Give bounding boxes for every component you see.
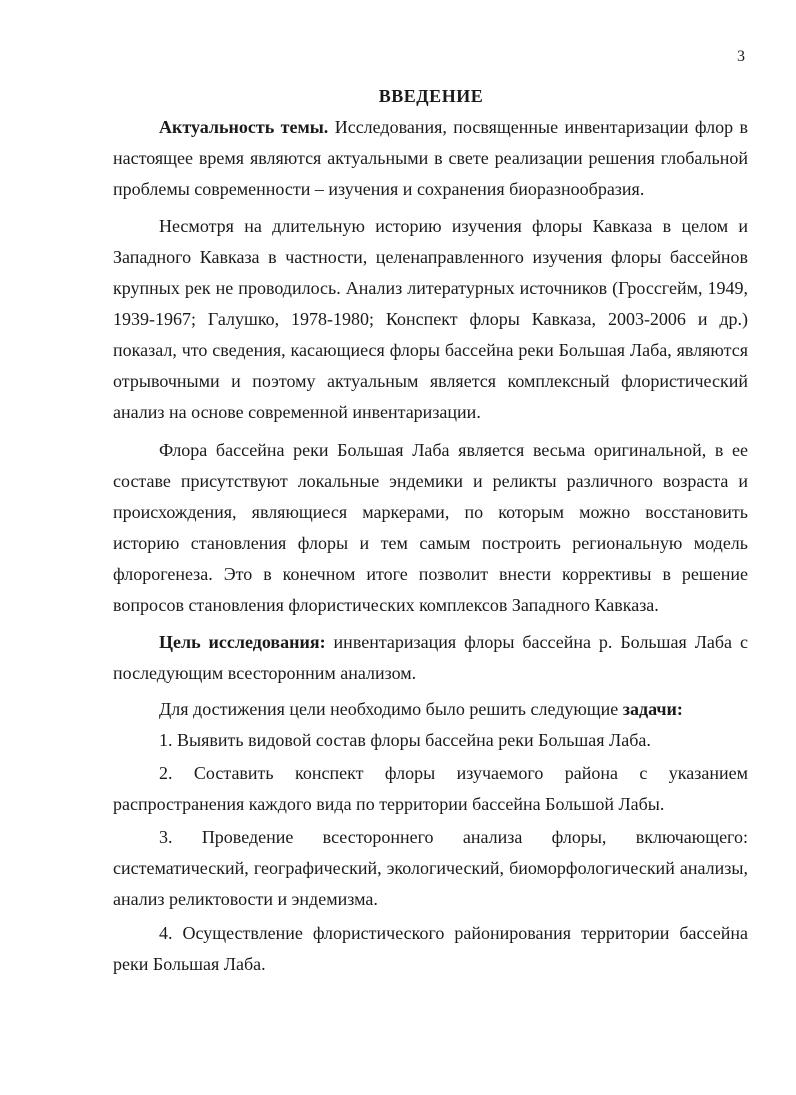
history-text: Несмотря на длительную историю изучения флоры Кавказа в целом и Западного Кавказа в частности, целенаправленного изучения флоры бассейнов крупных рек не проводилось. Анализ литературных источников (Гроссгейм, 1949, 1939-1967; Галушко, 1978-1980; Конспект флоры Кавказа, 2003-2006 и др.) показал, что сведения, касающиеся флоры бассейна реки Большая Лаба, являются отрывочными и поэтому актуальным является комплексный флористический анализ на основе современной инвентаризации. bbox=[113, 216, 748, 422]
paragraph-history bbox=[113, 211, 748, 428]
task-item-2 bbox=[113, 758, 748, 820]
body-text bbox=[113, 112, 748, 980]
paragraph-goal bbox=[113, 627, 748, 689]
paragraph-originality bbox=[113, 435, 748, 621]
section-heading: ВВЕДЕНИЕ bbox=[378, 86, 484, 106]
task-3-text: 3. Проведение всестороннего анализа флоры, включающего: систематический, географический, экологический, биоморфологический анализы, анализ реликтовости и эндемизма. bbox=[113, 827, 748, 909]
task-1-text: 1. Выявить видовой состав флоры бассейна реки Большая Лаба. bbox=[159, 730, 651, 750]
paragraph-relevance bbox=[113, 112, 748, 205]
originality-text: Флора бассейна реки Большая Лаба является весьма оригинальной, в ее составе присутствуют локальные эндемики и реликты различного возраста и происхождения, являющиеся маркерами, по которым можно восстановить историю становления флоры и тем самым построить региональную модель флорогенеза. Это в конечном итоге позволит внести коррективы в решение вопросов становления флористических комплексов Западного Кавказа. bbox=[113, 440, 748, 615]
task-item-3 bbox=[113, 822, 748, 915]
tasks-intro-text: Для достижения цели необходимо было решить следующие bbox=[159, 699, 623, 719]
paragraph-tasks-intro bbox=[113, 694, 748, 725]
page-number: 3 bbox=[737, 48, 745, 65]
task-item-4 bbox=[113, 918, 748, 980]
goal-text: инвентаризация флоры бассейна р. Большая Лаба с последующим всесторонним анализом. bbox=[113, 632, 748, 683]
goal-label: Цель исследования: bbox=[159, 632, 326, 652]
task-2-text: 2. Составить конспект флоры изучаемого района с указанием распространения каждого вида по территории бассейна Большой Лабы. bbox=[113, 763, 748, 814]
task-4-text: 4. Осуществление флористического районирования территории бассейна реки Большая Лаба. bbox=[113, 923, 748, 974]
relevance-label: Актуальность темы. bbox=[159, 117, 329, 137]
tasks-label: задачи: bbox=[622, 699, 683, 719]
relevance-text: Исследования, посвященные инвентаризации флор в настоящее время являются актуальными в свете реализации решения глобальной проблемы современности – изучения и сохранения биоразнообразия. bbox=[113, 117, 748, 199]
task-item-1 bbox=[113, 725, 748, 756]
